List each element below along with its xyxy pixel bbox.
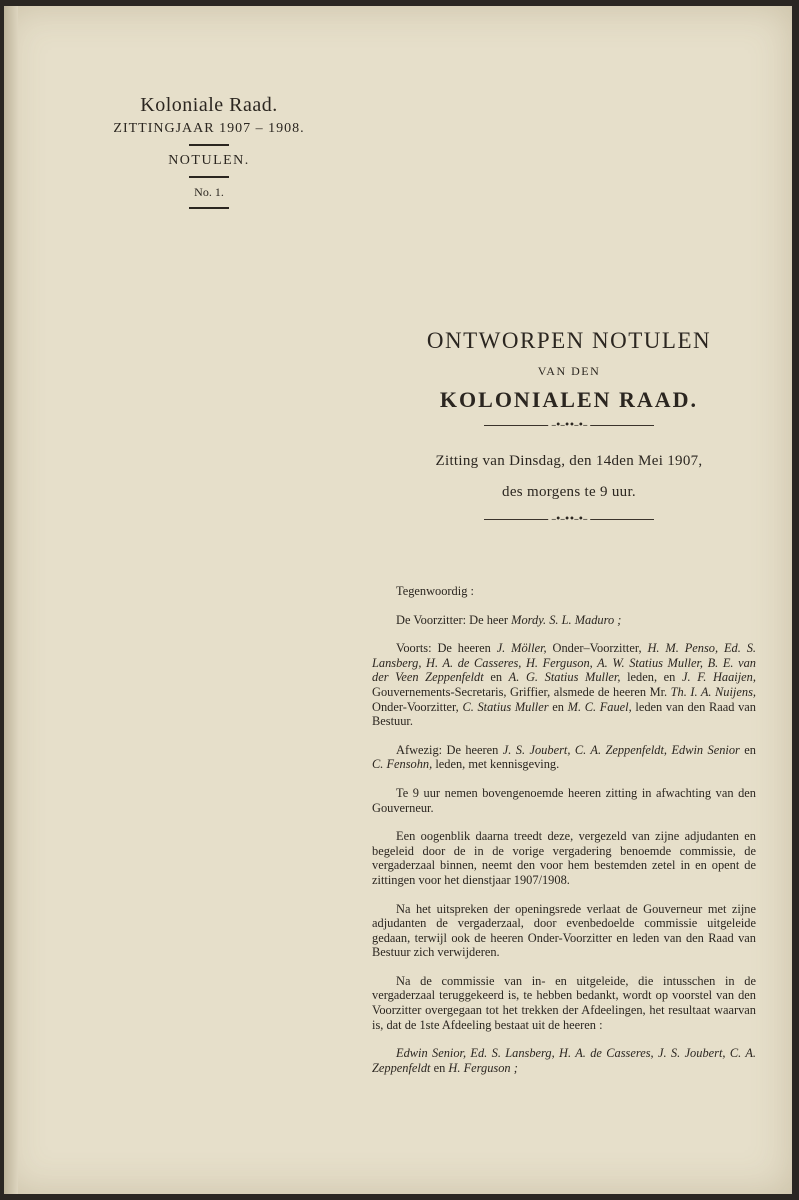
- page-spine: [4, 6, 18, 1194]
- session-year: ZITTINGJAAR 1907 – 1908.: [113, 121, 305, 136]
- document-number: No. 1.: [194, 185, 224, 199]
- document-page: [4, 6, 792, 1194]
- council-name: KOLONIALEN RAAD.: [439, 387, 699, 412]
- chairman-line: De Voorzitter: De heer Mordy. S. L. Maduro ;: [396, 612, 622, 627]
- center-header: [404, 328, 734, 525]
- divider: [189, 176, 229, 178]
- van-den-label: VAN DEN: [537, 364, 601, 378]
- section-members: Edwin Senior, Ed. S. Lansberg, H. A. de Casseres, J. S. Joubert, C. A. Zeppenfeldt en H. Ferguson ;: [372, 1046, 756, 1075]
- paragraph-governor-leaves: Na het uitspreken der openingsrede verlaat de Gouverneur met zijne adjudanten de vergaderzaal, door evenbedoelde commissie uitgeleide gedaan, terwijl ook de heeren Onder-Voorzitter en leden van den Raad van Bestuur zich verwijderen.: [372, 901, 756, 960]
- attendance-heading: Tegenwoordig :: [396, 584, 474, 598]
- ornament-divider: –•–••–•–: [484, 421, 654, 431]
- session-time: des morgens te 9 uur.: [502, 484, 636, 500]
- paragraph-governor-enters: Een oogenblik daarna treedt deze, vergezeld van zijne adjudanten en begeleid door de in de vorige vergadering benoemde commissie, de vergaderzaal binnen, neemt den voor hem bestemden zetel in en opent de zittingen voor het dienstjaar 1907/1908.: [372, 829, 756, 887]
- document-title: ONTWORPEN NOTULEN: [426, 328, 712, 353]
- divider: [189, 207, 229, 209]
- divider: [189, 144, 229, 146]
- notulen-label: NOTULEN.: [168, 153, 250, 168]
- minutes-body: [372, 584, 756, 1089]
- paragraph-9-uur: Te 9 uur nemen bovengenoemde heeren zitting in afwachting van den Gouverneur.: [372, 785, 756, 815]
- council-title: Koloniale Raad.: [140, 94, 278, 116]
- session-date: Zitting van Dinsdag, den 14den Mei 1907,: [435, 453, 703, 469]
- members-present: Voorts: De heeren J. Möller, Onder–Voorzitter, H. M. Penso, Ed. S. Lansberg, H. A. de Casseres, H. Ferguson, A. W. Statius Muller, B. E. van der Veen Zeppenfeldt en A. G. Statius Muller, leden, en J. F. Haaijen, Gouvernements-Secretaris, Griffier, alsmede de heeren Mr. Th. I. A. Nuijens, Onder-Voorzitter, C. Statius Muller en M. C. Fauel, leden van den Raad van Bestuur.: [372, 641, 756, 729]
- ornament-divider: –•–••–•–: [484, 515, 654, 525]
- paragraph-sections: Na de commissie van in- en uitgeleide, die intusschen in de vergaderzaal teruggekeerd is, te hebben bedankt, wordt op voorstel van den Voorzitter overgegaan tot het trekken der Afdeelingen, het resultaat waarvan is, dat de 1ste Afdeeling bestaat uit de heeren :: [372, 973, 756, 1032]
- left-header: [84, 94, 334, 216]
- members-absent: Afwezig: De heeren J. S. Joubert, C. A. Zeppenfeldt, Edwin Senior en C. Fensohn, leden, met kennisgeving.: [372, 742, 756, 772]
